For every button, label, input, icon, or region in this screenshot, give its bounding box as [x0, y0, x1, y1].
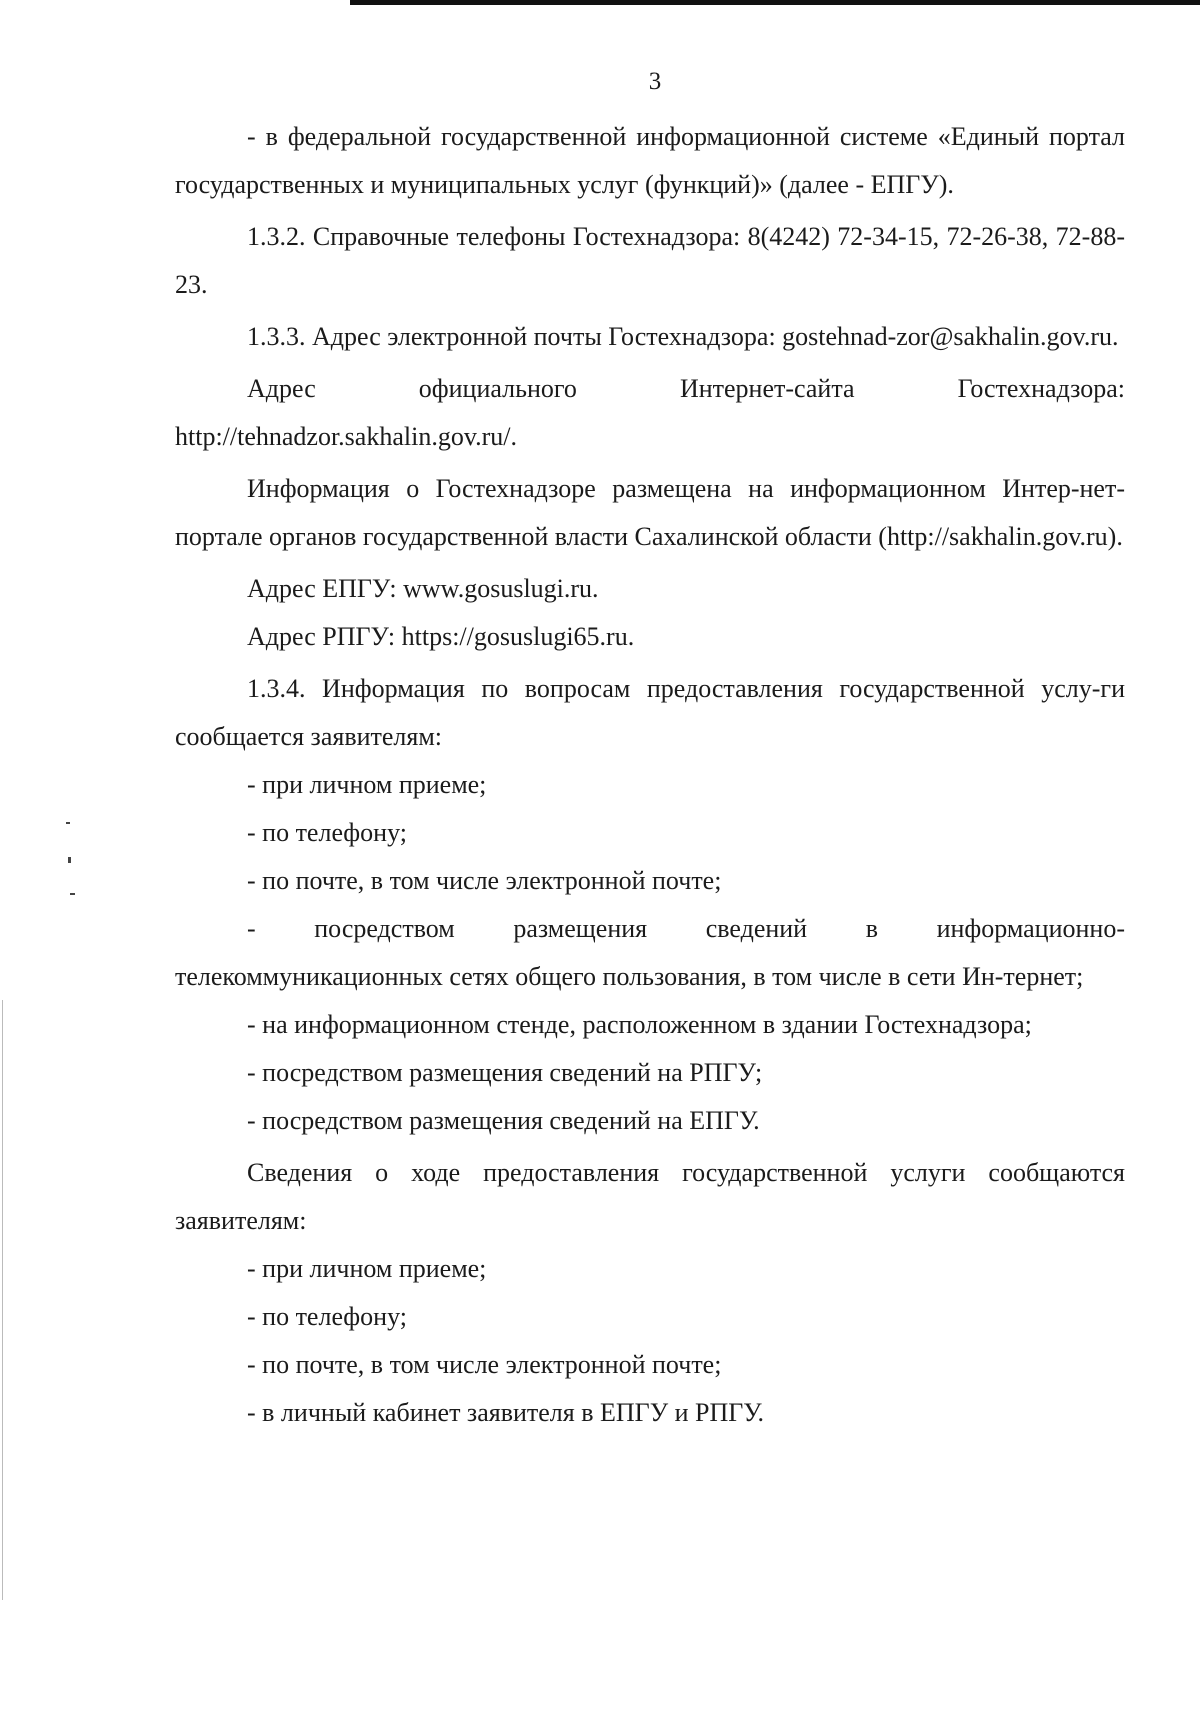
list-item: - посредством размещения сведений на ЕПГУ.: [247, 1106, 760, 1135]
list-item: - посредством размещения сведений в информационно-телекоммуникационных сетях общего пользования, в том числе в сети Ин-тернет;: [175, 914, 1125, 991]
scan-speck: [66, 822, 70, 824]
document-body: [175, 113, 1125, 1437]
paragraph-portal-info: Информация о Гостехнадзоре размещена на информационном Интер-нет-портале органов государственной власти Сахалинской области (http://sakhalin.gov.ru).: [175, 474, 1125, 551]
list-item: - по телефону;: [247, 1302, 407, 1331]
scan-speck: [70, 893, 75, 895]
paragraph-info-methods-intro: 1.3.4. Информация по вопросам предоставления государственной услу-ги сообщается заявителям:: [175, 674, 1125, 751]
list-item: - при личном приеме;: [247, 1254, 487, 1283]
list-item: - по почте, в том числе электронной почте;: [247, 1350, 722, 1379]
paragraph-website: Адрес официального Интернет-сайта Гостехнадзора: http://tehnadzor.sakhalin.gov.ru/.: [175, 374, 1125, 451]
list-item: - по почте, в том числе электронной почте;: [247, 866, 722, 895]
paragraph-rpgu-address: Адрес РПГУ: https://gosuslugi65.ru.: [247, 622, 635, 651]
list-item: - при личном приеме;: [247, 770, 487, 799]
scan-top-border: [350, 0, 1200, 5]
scan-speck: [68, 857, 71, 863]
paragraph-progress-info-intro: Сведения о ходе предоставления государственной услуги сообщаются заявителям:: [175, 1158, 1125, 1235]
paragraph-phones: 1.3.2. Справочные телефоны Гостехнадзора: 8(4242) 72-34-15, 72-26-38, 72-88-23.: [175, 222, 1125, 299]
list-item: - посредством размещения сведений на РПГУ;: [247, 1058, 763, 1087]
list-item: - в личный кабинет заявителя в ЕПГУ и РПГУ.: [247, 1398, 764, 1427]
list-item: - на информационном стенде, расположенном в здании Гостехнадзора;: [247, 1010, 1032, 1039]
paragraph-email: 1.3.3. Адрес электронной почты Гостехнадзора: gostehnad-zor@sakhalin.gov.ru.: [247, 322, 1119, 351]
paragraph-epgu-address: Адрес ЕПГУ: www.gosuslugi.ru.: [247, 574, 599, 603]
page-number: 3: [648, 68, 662, 95]
list-item: - по телефону;: [247, 818, 407, 847]
paragraph-epgu-definition: - в федеральной государственной информационной системе «Единый портал государственных и муниципальных услуг (функций)» (далее - ЕПГУ).: [175, 122, 1125, 199]
scan-edge-line: [2, 1000, 3, 1600]
